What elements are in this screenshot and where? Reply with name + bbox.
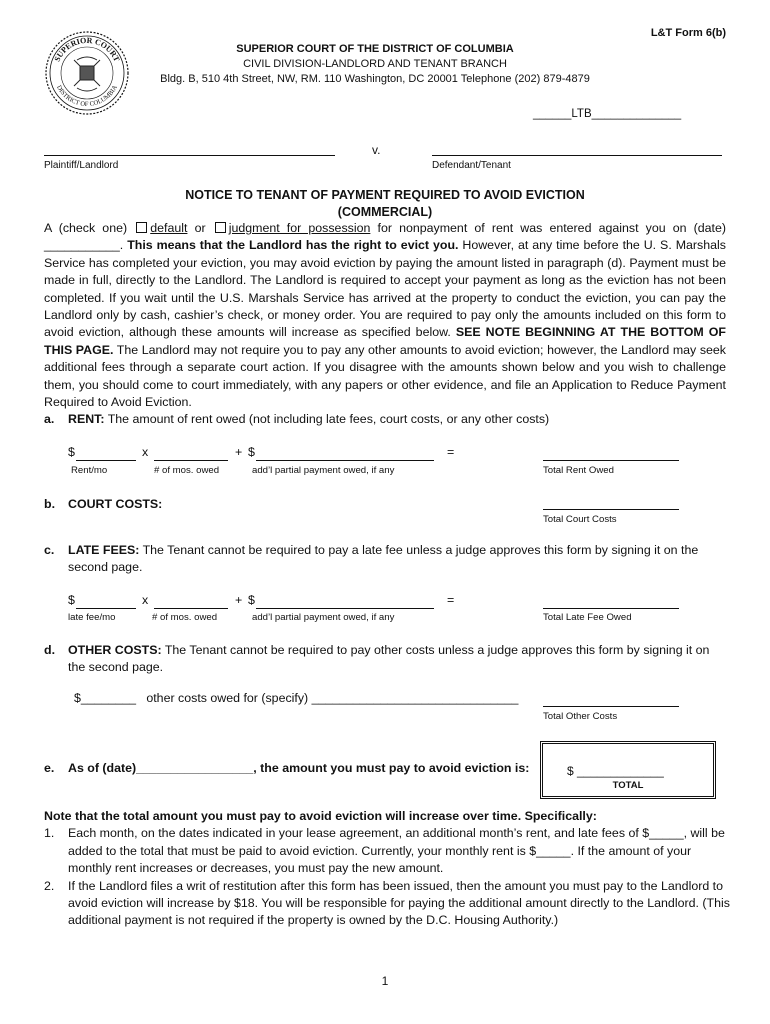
defendant-label: Defendant/Tenant <box>432 160 511 171</box>
note-item <box>44 878 734 930</box>
section-a <box>44 411 549 428</box>
rent-months-field[interactable] <box>154 445 228 461</box>
seal-top-text: SUPERIOR COURT <box>52 35 122 64</box>
ltb-number-field[interactable]: ______LTB______________ <box>533 108 682 120</box>
total-label: TOTAL <box>612 780 644 791</box>
total-rent-field[interactable] <box>543 445 679 461</box>
court-division: CIVIL DIVISION-LANDLORD AND TENANT BRANCH <box>243 58 507 70</box>
total-amount-field[interactable]: $ _____________ <box>567 764 664 778</box>
intro-eviction-right: This means that the Landlord has the right to evict you. <box>127 238 459 253</box>
intro-see-note: SEE NOTE BEGINNING AT THE BOTTOM OF THIS PAGE. <box>44 325 726 357</box>
versus-label: v. <box>372 143 381 157</box>
rent-partial-caption: add’l partial payment owed, if any <box>252 465 395 476</box>
judgment-checkbox[interactable] <box>215 222 226 233</box>
court-name: SUPERIOR COURT OF THE DISTRICT OF COLUMBIA <box>236 43 514 55</box>
total-court-costs-caption: Total Court Costs <box>543 514 617 525</box>
rent-months-caption: # of mos. owed <box>154 465 220 476</box>
intro-lead: A (check one) <box>44 221 128 235</box>
section-b <box>44 496 162 513</box>
section-a-head: RENT: <box>68 412 105 426</box>
court-header <box>150 42 600 87</box>
note-heading: Note that the total amount you must pay to avoid eviction will increase over time. Specifically: <box>44 809 597 823</box>
late-rate-caption: late fee/mo <box>68 612 116 623</box>
default-checkbox[interactable] <box>136 222 147 233</box>
late-dollar-sign: $ <box>68 593 75 607</box>
plaintiff-label: Plaintiff/Landlord <box>44 160 119 171</box>
rent-plus-sign: + <box>235 445 243 459</box>
section-d-head: OTHER COSTS: <box>68 643 162 657</box>
section-c-label: c. <box>44 543 55 557</box>
note-item-number: 2. <box>44 878 55 893</box>
total-other-costs-field[interactable] <box>543 691 679 707</box>
late-times-sign: x <box>142 593 149 607</box>
note-item-text: Each month, on the dates indicated in your lease agreement, an additional month’s rent, and late fees of $_____, will be added to the total that must be paid to avoid eviction. Currently, your monthly rent is $_____. If the amount of your monthly rent increases or decreases, you must pay the new amount. <box>68 826 725 876</box>
intro-paragraph <box>44 220 726 411</box>
seal-bottom-text: DISTRICT OF COLUMBIA <box>55 84 119 109</box>
total-late-fee-caption: Total Late Fee Owed <box>543 612 632 623</box>
intro-body: However, at any time before the U. S. Marshals Service has completed your eviction, you may avoid eviction by paying the amount listed in paragraph (d). Payment must be made in full, directly to the Landlord. The Landlord is required to accept your payment as long as the eviction has not been completed. If you wait until the U.S. Marshals Service has arrived at the property to conduct the eviction, you can pay the Landlord only by cash, cashier’s check, or money order. You are required to pay only the amounts included on this form to avoid eviction, although these amounts will increase as specified below. <box>44 238 726 340</box>
defendant-line[interactable] <box>432 140 722 156</box>
rent-partial-field[interactable] <box>256 445 434 461</box>
section-e <box>44 760 529 777</box>
or-label: or <box>194 221 206 235</box>
section-d-label: d. <box>44 643 56 657</box>
late-months-caption: # of mos. owed <box>152 612 218 623</box>
late-partial-dollar-sign: $ <box>248 593 255 607</box>
plaintiff-line[interactable] <box>44 140 335 156</box>
note-item-text: If the Landlord files a writ of restitution after this form has been issued, then the amount you must pay to the Landlord to avoid eviction will increase by $18. You will be responsible for paying the additional amount directly to the Landlord. (This additional payment is not required if the property is owned by the D.C. Housing Authority.) <box>68 878 730 928</box>
rent-rate-caption: Rent/mo <box>71 465 108 476</box>
late-partial-field[interactable] <box>256 593 434 609</box>
section-c-text: The Tenant cannot be required to pay a late fee unless a judge approves this form by signing it on the second page. <box>68 543 699 575</box>
section-c <box>44 542 68 559</box>
section-e-text: As of (date)_________________, the amount you must pay to avoid eviction is: <box>68 761 530 775</box>
total-rent-caption: Total Rent Owed <box>543 465 614 476</box>
total-box <box>540 741 716 799</box>
intro-body-2: The Landlord may not require you to pay any other amounts to avoid eviction; however, the Landlord may seek additional fees through a separate court action. If you disagree with the amounts shown below and you wish to challenge them, you should come to court immediately, with any papers or other evidence, and file an Application to Reduce Payment Required to Avoid Eviction. <box>44 342 726 410</box>
court-address: Bldg. B, 510 4th Street, NW, RM. 110 Washington, DC 20001 Telephone (202) 879-4879 <box>160 73 590 85</box>
section-b-head: COURT COSTS: <box>68 497 163 511</box>
court-seal-icon <box>44 30 130 116</box>
late-partial-caption: add’l partial payment owed, if any <box>252 612 395 623</box>
notice-title <box>0 187 770 221</box>
section-a-text: The amount of rent owed (not including late fees, court costs, or any other costs) <box>107 412 550 426</box>
section-a-label: a. <box>44 412 55 426</box>
intro-date-text: for nonpayment of rent was entered against you on (date) ___________. <box>44 221 727 253</box>
note-item <box>44 825 734 877</box>
late-months-field[interactable] <box>154 593 228 609</box>
other-costs-specify-field[interactable]: $________ other costs owed for (specify) ______________________________ <box>74 691 519 705</box>
section-e-label: e. <box>44 761 55 775</box>
rent-times-sign: x <box>142 445 149 459</box>
notice-title-line1: NOTICE TO TENANT OF PAYMENT REQUIRED TO AVOID EVICTION <box>185 188 585 202</box>
total-other-costs-caption: Total Other Costs <box>543 711 618 722</box>
section-d-body <box>68 642 728 677</box>
judgment-option-label: judgment for possession <box>228 221 371 235</box>
late-fee-per-month-field[interactable] <box>76 593 136 609</box>
form-id: L&T Form 6(b) <box>650 27 726 39</box>
section-c-body <box>68 542 728 577</box>
note-section <box>44 808 734 930</box>
note-item-number: 1. <box>44 826 55 841</box>
rent-dollar-sign: $ <box>68 445 75 459</box>
section-d-text: The Tenant cannot be required to pay other costs unless a judge approves this form by signing it on the second page. <box>68 643 710 675</box>
notice-title-line2: (COMMERCIAL) <box>337 205 433 219</box>
rent-partial-dollar-sign: $ <box>248 445 255 459</box>
total-court-costs-field[interactable] <box>543 494 679 510</box>
section-d <box>44 642 68 659</box>
section-c-head: LATE FEES: <box>68 543 140 557</box>
page-number: 1 <box>381 974 389 988</box>
late-equals-sign: = <box>447 593 455 607</box>
default-option-label: default <box>150 221 188 235</box>
svg-text:DISTRICT OF COLUMBIA <box>55 84 119 108</box>
rent-per-month-field[interactable] <box>76 445 136 461</box>
rent-equals-sign: = <box>447 445 455 459</box>
late-plus-sign: + <box>235 593 243 607</box>
section-b-label: b. <box>44 497 56 511</box>
total-late-fee-field[interactable] <box>543 593 679 609</box>
